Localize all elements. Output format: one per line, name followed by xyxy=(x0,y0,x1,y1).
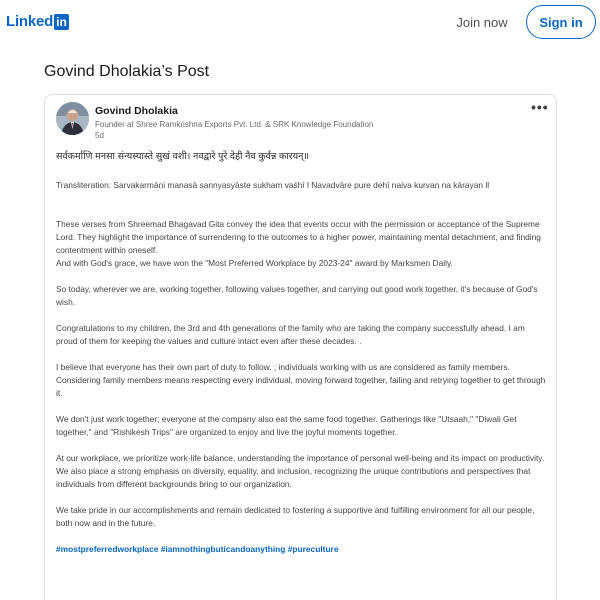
author-headline: Founder at Shree Ramkrishna Exports Pvt. Ltd. & SRK Knowledge Foundation xyxy=(95,120,374,129)
post-paragraph: We don't just work together; everyone at the company also eat the same food together. Gatherings like "Utsaah," "Diwali Get together," and "Rishikesh Trips" are organized to enjoy and live the joyful moments together. xyxy=(56,414,517,437)
hashtag-links[interactable]: #mostpreferredworkplace #iamnothingbuticandoanything #pureculture xyxy=(56,544,339,554)
page-title: Govind Dholakia’s Post xyxy=(44,63,210,80)
logo-wordmark: Linked xyxy=(6,13,54,30)
post-timestamp: 5d xyxy=(95,131,104,140)
sign-in-button[interactable]: Sign in xyxy=(526,5,596,39)
post-paragraph: Congratulations to my children, the 3rd and 4th generations of the family who are taking the company successfully ahead. I am proud of them for keeping the values and culture intact even after these decades. . xyxy=(56,323,525,346)
post-paragraph: I believe that everyone has their own part of duty to follow. ; individuals working with us are considered as family members. Considering family members means respecting every individual, moving forward together, failing and retrying together to get through it. xyxy=(56,362,546,398)
author-avatar[interactable] xyxy=(56,102,89,135)
author-name[interactable]: Govind Dholakia xyxy=(95,105,178,117)
more-options-icon[interactable]: ••• xyxy=(531,99,549,115)
top-nav xyxy=(0,0,600,44)
post-paragraph: So today, wherever we are, working together, following values together, and carrying out good work together, it's because of God's wish. xyxy=(56,284,538,307)
post-paragraph: At our workplace, we prioritize work-life balance, understanding the importance of personal well-being and its impact on productivity. We also place a strong emphasis on diversity, equality, and inclusion, recognizing the unique contributions and perspectives that individuals from different backgrounds bring to our organization. xyxy=(56,453,545,489)
post-body xyxy=(56,150,548,569)
post-paragraph: These verses from Shreemad Bhagavad Gita convey the idea that events occur with the permission or acceptance of the Supreme Lord. They highlight the importance of surrendering to the outcomes to a higher power, maintaining mental detachment, and finding contentment within oneself. And with God's grace, we have won the "Most Preferred Workplace by 2023-24" award by Marksmen Daily. xyxy=(56,219,541,268)
post-paragraph: सर्वकर्माणि मनसा संन्यस्यास्ते सुखं वशी। नवद्वारे पुरे देही नैव कुर्वन्न कारयन्॥ xyxy=(56,151,310,162)
post-paragraph: Transliteration: Sarvakarmāṇi manasā sannyasyāste sukham vaśhī l Navadvāre pure dehī naiva kurvan na kārayan ll xyxy=(56,180,490,190)
post-card xyxy=(44,94,557,600)
join-now-button[interactable]: Join now xyxy=(456,14,508,30)
linkedin-logo[interactable] xyxy=(6,13,69,30)
post-paragraph: We take pride in our accomplishments and remain dedicated to fostering a supportive and fulfilling environment for all our people, both now and in the future. xyxy=(56,505,535,528)
logo-in-box: in xyxy=(56,14,67,29)
